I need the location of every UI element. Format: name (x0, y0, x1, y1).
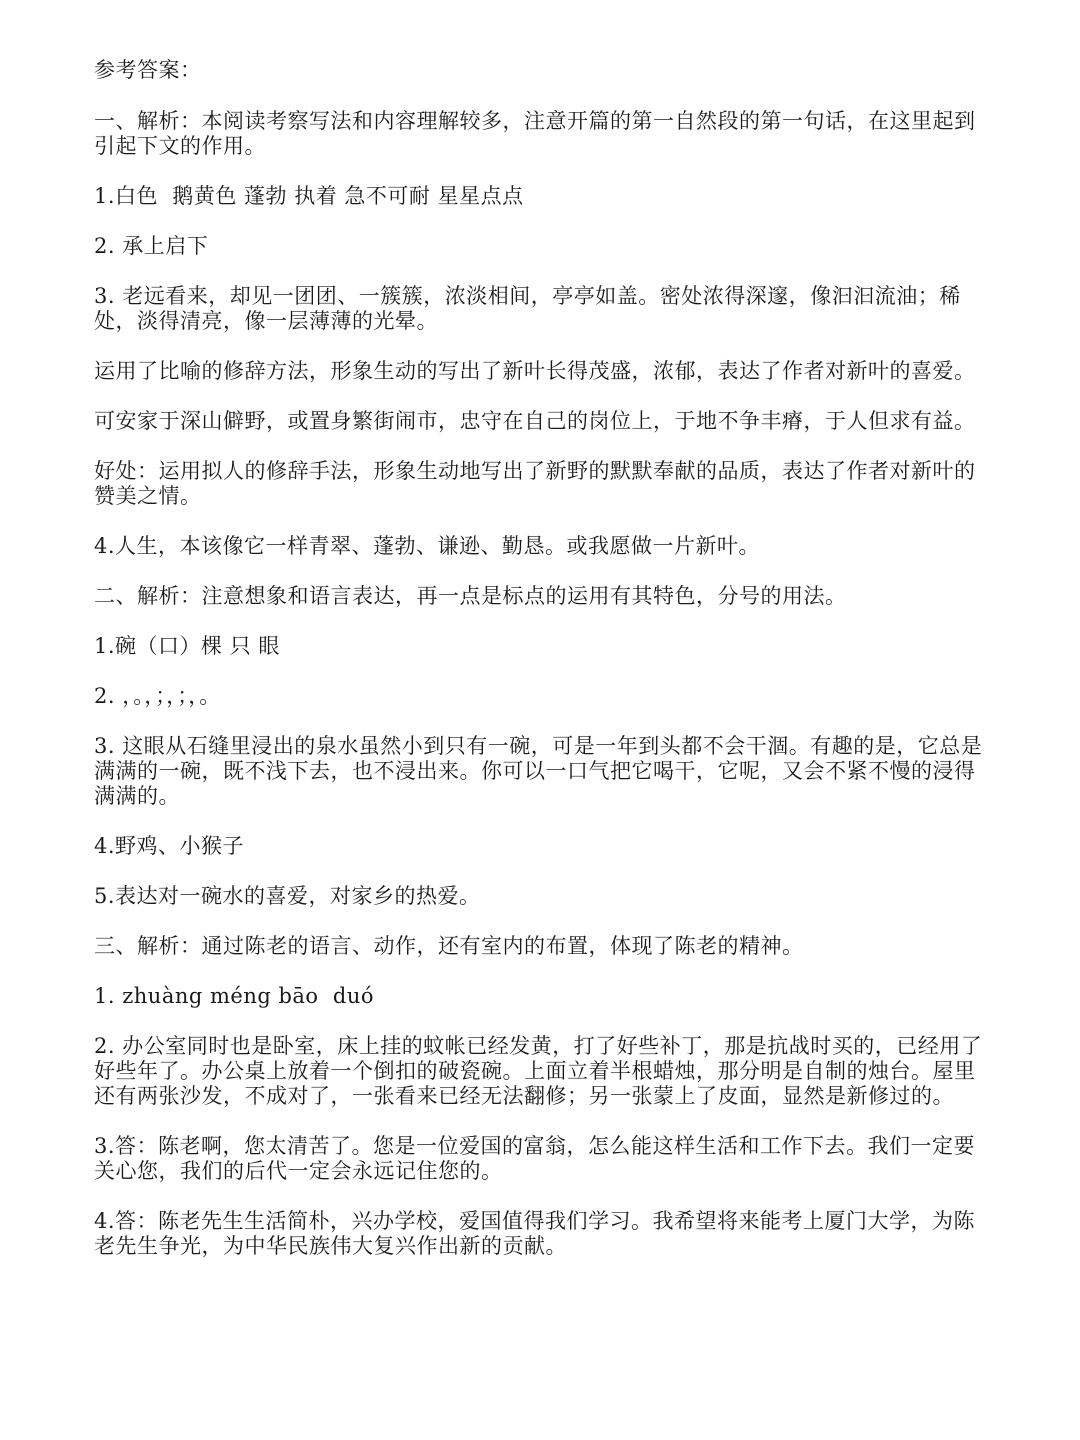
section-1-answer-3-explanation: 运用了比喻的修辞方法，形象生动的写出了新叶长得茂盛，浓郁，表达了作者对新叶的喜爱。 (94, 359, 976, 383)
section-2-answer-5: 5.表达对一碗水的喜爱，对家乡的热爱。 (94, 884, 481, 908)
document-title: 参考答案： (94, 58, 202, 82)
answer-key-document (94, 58, 994, 1284)
section-3-analysis: 三、解析：通过陈老的语言、动作，还有室内的布置，体现了陈老的精神。 (94, 934, 804, 958)
section-1-answer-4: 4.人生，本该像它一样青翠、蓬勃、谦逊、勤恳。或我愿做一片新叶。 (94, 534, 761, 558)
section-1-answer-3-benefit: 好处：运用拟人的修辞手法，形象生动地写出了新野的默默奉献的品质，表达了作者对新叶的赞美之情。 (94, 459, 976, 508)
section-2-answer-2: 2. ，。，；，；，。 (94, 684, 221, 708)
section-3-answer-1: 1. zhuàng méng bāo duó (94, 984, 375, 1008)
section-1-answer-3-quote: 可安家于深山僻野，或置身繁街闹市，忠守在自己的岗位上，于地不争丰瘠，于人但求有益。 (94, 409, 976, 433)
section-2-answer-3: 3. 这眼从石缝里浸出的泉水虽然小到只有一碗，可是一年到头都不会干涸。有趣的是，它总是满满的一碗，既不浅下去，也不浸出来。你可以一口气把它喝干，它呢，又会不紧不慢的浸得满满的。 (94, 734, 983, 808)
section-1-answer-2: 2. 承上启下 (94, 234, 209, 258)
section-2-answer-1: 1.碗（口）棵 只 眼 (94, 634, 280, 658)
section-1-analysis: 一、解析：本阅读考察写法和内容理解较多，注意开篇的第一自然段的第一句话，在这里起到引起下文的作用。 (94, 109, 976, 158)
section-2-answer-4: 4.野鸡、小猴子 (94, 834, 245, 858)
section-3-answer-4: 4.答：陈老先生生活简朴，兴办学校，爱国值得我们学习。我希望将来能考上厦门大学，为陈老先生争光，为中华民族伟大复兴作出新的贡献。 (94, 1209, 976, 1258)
section-1-answer-1: 1.白色 鹅黄色 蓬勃 执着 急不可耐 星星点点 (94, 184, 524, 208)
section-3-answer-3: 3.答：陈老啊，您太清苦了。您是一位爱国的富翁，怎么能这样生活和工作下去。我们一定要关心您，我们的后代一定会永远记住您的。 (94, 1134, 976, 1183)
section-3-answer-2: 2. 办公室同时也是卧室，床上挂的蚊帐已经发黄，打了好些补丁，那是抗战时买的，已经用了好些年了。办公桌上放着一个倒扣的破瓷碗。上面立着半根蜡烛，那分明是自制的烛台。屋里还有两张沙发，不成对了，一张看来已经无法翻修；另一张蒙上了皮面，显然是新修过的。 (94, 1034, 983, 1108)
section-1-answer-3: 3. 老远看来，却见一团团、一簇簇，浓淡相间，亭亭如盖。密处浓得深邃，像汩汩流油；稀处，淡得清亮，像一层薄薄的光晕。 (94, 284, 961, 333)
section-2-analysis: 二、解析：注意想象和语言表达，再一点是标点的运用有其特色，分号的用法。 (94, 584, 847, 608)
